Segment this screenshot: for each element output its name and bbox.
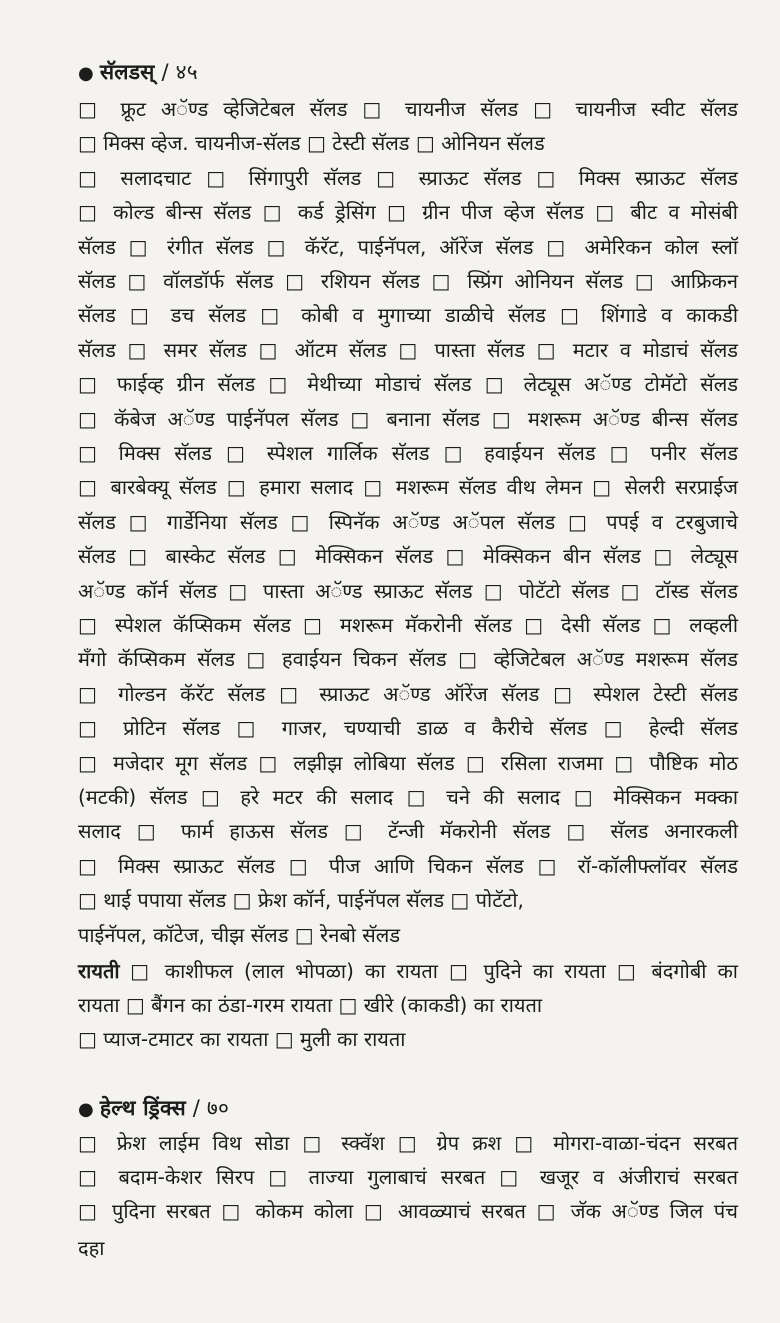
salads-title: सॅलडस्: [99, 60, 155, 84]
drink-line: □ बदाम-केशर सिरप □ ताज्या गुलाबाचं सरबत □ खजूर व अंजीराचं सरबत: [78, 1165, 738, 1189]
salad-line: □ फाईव्ह ग्रीन सॅलड □ मेथीच्या मोडाचं सॅलड □ लेट्यूस अॅण्ड टोमॅटो सॅलड: [78, 372, 738, 397]
raita-first-line: [78, 956, 738, 986]
salad-line: सॅलड □ बास्केट सॅलड □ मेक्सिकन सॅलड □ मेक्सिकन बीन सॅलड □ लेट्यूस: [78, 544, 738, 569]
bullet-icon: ●: [78, 1099, 94, 1120]
raita-label: रायती: [78, 959, 120, 983]
salad-line: पाईनॅपल, कॉटेज, चीझ सॅलड □ रेनबो सॅलड: [78, 922, 401, 947]
salad-line: □ मिक्स व्हेज. चायनीज-सॅलड □ टेस्टी सॅलड □ ओनियन सॅलड: [78, 131, 545, 156]
salad-line: □ प्रोटिन सॅलड □ गाजर, चण्याची डाळ व कैरीचे सॅलड □ हेल्दी सॅलड: [78, 716, 738, 741]
bullet-icon: ●: [78, 63, 94, 84]
salad-line: सलाद □ फार्म हाऊस सॅलड □ टॅन्जी मॅकरोनी सॅलड □ सॅलड अनारकली: [78, 819, 738, 844]
salad-line: (मटकी) सॅलड □ हरे मटर की सलाद □ चने की सलाद □ मेक्सिकन मक्का: [78, 785, 738, 809]
salad-line: मॅंगो कॅप्सिकम सॅलड □ हवाईयन चिकन सॅलड □ व्हेजिटेबल अॅण्ड मशरूम सॅलड: [78, 647, 738, 672]
salad-line: सॅलड □ समर सॅलड □ ऑटम सॅलड □ पास्ता सॅलड □ मटार व मोडाचं सॅलड: [78, 337, 738, 362]
drinks-page-number: / ७०: [185, 1096, 230, 1120]
salad-line: □ गोल्डन कॅरॅट सॅलड □ स्प्राऊट अॅण्ड ऑरेंज सॅलड □ स्पेशल टेस्टी सॅलड: [78, 681, 738, 706]
salad-line: सॅलड □ रंगीत सॅलड □ कॅरॅट, पाईनॅपल, ऑरेंज सॅलड □ अमेरिकन कोल स्लॉ: [78, 234, 738, 259]
drinks-heading: [78, 1094, 229, 1122]
salad-line: □ सलादचाट □ सिंगापुरी सॅलड □ स्प्राऊट सॅलड □ मिक्स स्प्राऊट सॅलड: [78, 165, 738, 190]
salad-line: □ मजेदार मूग सॅलड □ लझीझ लोबिया सॅलड □ रसिला राजमा □ पौष्टिक मोठ: [78, 750, 738, 775]
salad-line: □ मिक्स सॅलड □ स्पेशल गार्लिक सॅलड □ हवाईयन सॅलड □ पनीर सॅलड: [78, 441, 738, 465]
drink-line: □ पुदिना सरबत □ कोकम कोला □ आवळ्याचं सरबत □ जॅक अॅण्ड जिल पंच: [78, 1199, 738, 1223]
salad-line: अॅण्ड कॉर्न सॅलड □ पास्ता अॅण्ड स्प्राऊट सॅलड □ पोटॅटो सॅलड □ टॉस्ड सॅलड: [78, 578, 738, 603]
raita-line: रायता □ बैंगन का ठंडा-गरम रायता □ खीरे (काकडी) का रायता: [78, 993, 543, 1017]
salad-line: □ स्पेशल कॅप्सिकम सॅलड □ मशरूम मॅकरोनी सॅलड □ देसी सॅलड □ लव्हली: [78, 613, 738, 637]
salad-line: □ थाई पपाया सॅलड □ फ्रेश कॉर्न, पाईनॅपल सॅलड □ पोटॅटो,: [78, 888, 524, 913]
salad-line: सॅलड □ गार्डेनिया सॅलड □ स्पिनॅक अॅण्ड अॅपल सॅलड □ पपई व टरबुजाचे: [78, 509, 738, 534]
salads-page-number: / ४५: [154, 60, 198, 84]
salad-line: □ फ्रूट अॅण्ड व्हेजिटेबल सॅलड □ चायनीज सॅलड □ चायनीज स्वीट सॅलड: [78, 97, 738, 121]
salad-line: □ मिक्स स्प्राऊट सॅलड □ पीज आणि चिकन सॅलड □ रॉ-कॉलीफ्लॉवर सॅलड: [78, 853, 738, 878]
salad-line: □ कॅबेज अॅण्ड पाईनॅपल सॅलड □ बनाना सॅलड □ मशरूम अॅण्ड बीन्स सॅलड: [78, 406, 738, 431]
page-footer-label: दहा: [78, 1236, 105, 1260]
salad-line: सॅलड □ वॉलडॉर्फ सॅलड □ रशियन सॅलड □ स्प्रिंग ओनियन सॅलड □ आफ्रिकन: [78, 269, 738, 293]
salads-heading: [78, 58, 198, 86]
raita-line: □ प्याज-टमाटर का रायता □ मुली का रायता: [78, 1027, 406, 1051]
salad-line: □ बारबेक्यू सॅलड □ हमारा सलाद □ मशरूम सॅलड वीथ लेमन □ सेलरी सरप्राईज: [78, 475, 738, 500]
salad-line: □ कोल्ड बीन्स सॅलड □ कर्ड ड्रेसिंग □ ग्रीन पीज व्हेज सॅलड □ बीट व मोसंबी: [78, 200, 738, 225]
drink-line: □ फ्रेश लाईम विथ सोडा □ स्क्वॅश □ ग्रेप क्रश □ मोगरा-वाळा-चंदन सरबत: [78, 1131, 738, 1155]
salad-line: सॅलड □ डच सॅलड □ कोबी व मुगाच्या डाळीचे सॅलड □ शिंगाडे व काकडी: [78, 303, 738, 328]
drinks-title: हेल्थ ड्रिंक्स: [99, 1096, 186, 1120]
raita-line-text: □ काशीफल (लाल भोपळा) का रायता □ पुदिने का रायता □ बंदगोबी का: [125, 959, 738, 983]
